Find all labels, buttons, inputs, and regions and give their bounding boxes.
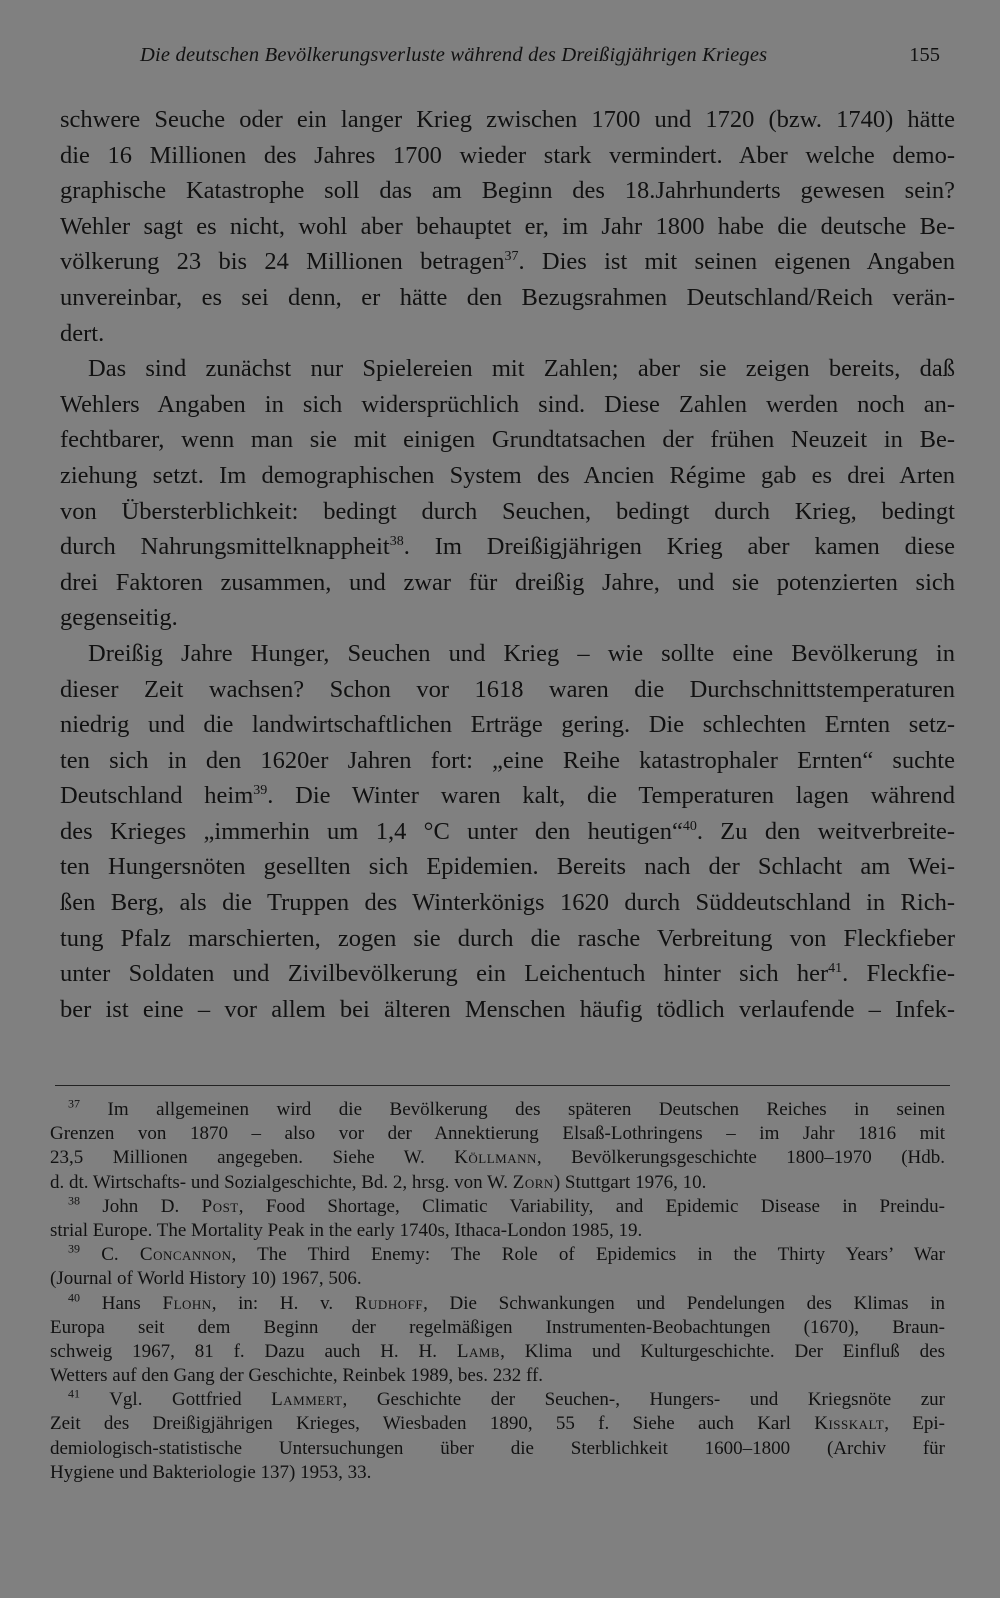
line-text: schwere Seuche oder ein langer Krieg zwischen 1700 und 1720 (bzw. 1740) hätte [60, 106, 955, 133]
text-line [60, 956, 955, 992]
footnote-line [50, 1219, 945, 1243]
author-name: Kisskalt [814, 1413, 885, 1435]
footnote-line [50, 1292, 945, 1316]
text-line [60, 422, 955, 458]
footnote-text: , Die Schwankungen und Pendelungen des Klimas in [423, 1292, 946, 1314]
footnotes [50, 1098, 945, 1485]
line-text: von Übersterblichkeit: bedingt durch Seuchen, bedingt durch Krieg, bedingt [60, 497, 955, 525]
line-text-after: . Zu den weitverbreite- [696, 817, 955, 845]
footnote-text: ) Stuttgart 1976, 10. [553, 1171, 707, 1193]
footnote-line [50, 1195, 945, 1219]
text-line [60, 743, 955, 779]
running-header [140, 40, 940, 80]
footnote-text: schweig 1967, 81 f. Dazu auch H. H. [50, 1340, 457, 1362]
author-name: Rudhoff [354, 1292, 424, 1314]
footnote-separator [55, 1085, 950, 1086]
footnote-text: demiologisch-statistische Untersuchungen über die Sterblichkeit 1600–1800 (Archiv für [50, 1437, 945, 1459]
footnote-text: strial Europe. The Mortality Peak in the early 1740s, Ithaca-London 1985, 19. [50, 1219, 643, 1241]
footnote-ref: 39 [253, 783, 268, 799]
text-line [60, 138, 955, 174]
line-text: ten Hungersnöten gesellten sich Epidemien. Bereits nach der Schlacht am Wei- [60, 853, 955, 881]
line-text-after: . Im Dreißigjährigen Krieg aber kamen diese [403, 533, 955, 561]
footnote-text: , in: H. v. [211, 1292, 355, 1314]
line-text: Wehlers Angaben in sich widersprüchlich sind. Diese Zahlen werden noch an- [60, 390, 955, 418]
footnote-line [50, 1171, 945, 1195]
footnote-line [50, 1243, 945, 1267]
footnote-ref: 40 [682, 818, 697, 834]
text-line [60, 244, 955, 280]
author-name: Lammert [271, 1389, 343, 1411]
line-text: ber ist eine – vor allem bei älteren Menschen häufig tödlich verlaufende – Infek- [60, 995, 955, 1023]
footnote-text: (Journal of World History 10) 1967, 506. [50, 1268, 362, 1290]
footnote-number: 37 [68, 1096, 80, 1111]
text-line [60, 778, 955, 814]
footnote-line [50, 1388, 945, 1412]
footnote-text: Grenzen von 1870 – also vor der Annektierung Elsaß-Lothringens – im Jahr 1816 mit [50, 1123, 945, 1145]
line-text: unter Soldaten und Zivilbevölkerung ein Leichentuch hinter sich her [60, 960, 829, 988]
text-line [60, 209, 955, 245]
footnote-line [50, 1267, 945, 1291]
line-text: graphische Katastrophe soll das am Beginn des 18.Jahrhunderts gewesen sein? [60, 177, 955, 205]
text-line [60, 173, 955, 209]
text-line [60, 387, 955, 423]
line-text: unvereinbar, es sei denn, er hätte den Bezugsrahmen Deutschland/Reich verän- [60, 283, 955, 311]
footnote-text: Im allgemeinen wird die Bevölkerung des späteren Deutschen Reiches in seinen [80, 1099, 945, 1120]
text-line [60, 565, 955, 601]
footnote-text: d. dt. Wirtschafts- und Sozialgeschichte, Bd. 2, hrsg. von W. [50, 1171, 513, 1193]
footnote-line [50, 1340, 945, 1364]
footnote-text: , The Third Enemy: The Role of Epidemics in the Thirty Years’ War [231, 1244, 945, 1266]
author-name: Lamb [456, 1340, 501, 1362]
footnote-line [50, 1098, 945, 1122]
footnote-number: 38 [68, 1193, 80, 1208]
footnote-number: 41 [68, 1386, 80, 1401]
line-text: Deutschland heim [60, 782, 254, 810]
text-line [60, 636, 955, 672]
footnote-text: Europa seit dem Beginn der regelmäßigen Instrumenten-Beobachtungen (1670), Braun- [50, 1316, 945, 1338]
line-text: die 16 Millionen des Jahres 1700 wieder stark vermindert. Aber welche demo- [60, 141, 955, 169]
text-line [60, 814, 955, 850]
text-line [60, 600, 955, 636]
text-line [60, 316, 955, 352]
footnote-line [50, 1437, 945, 1461]
text-line [60, 529, 955, 565]
line-text: ziehung setzt. Im demographischen System des Ancien Régime gab es drei Arten [60, 461, 955, 489]
line-text: ßen Berg, als die Truppen des Winterkönigs 1620 durch Süddeutschland in Rich- [60, 889, 955, 917]
text-line [60, 102, 955, 138]
footnote-line [50, 1364, 945, 1388]
author-name: Concannon [139, 1244, 232, 1266]
line-text: niedrig und die landwirtschaftlichen Erträge gering. Die schlechten Ernten setz- [60, 711, 955, 739]
footnote-text: Wetters auf den Gang der Geschichte, Reinbek 1989, bes. 232 ff. [50, 1365, 544, 1387]
footnote-text: Hans [80, 1292, 163, 1314]
text-line [60, 707, 955, 743]
running-title: Die deutschen Bevölkerungsverluste während des Dreißigjährigen Krieges [140, 44, 768, 66]
line-text-after: . Die Winter waren kalt, die Temperaturen lagen während [267, 782, 955, 810]
footnote-line [50, 1122, 945, 1146]
footnote-text: Hygiene und Bakteriologie 137) 1953, 33. [50, 1461, 372, 1483]
text-line [60, 351, 955, 387]
footnote-text: , Bevölkerungsgeschichte 1800–1970 (Hdb. [536, 1147, 945, 1169]
footnote-text: C. [80, 1244, 140, 1266]
text-line [60, 849, 955, 885]
author-name: Köllmann [454, 1147, 537, 1169]
text-line [60, 672, 955, 708]
footnote-text: 23,5 Millionen angegeben. Siehe W. [50, 1147, 455, 1169]
footnote-text: , Food Shortage, Climatic Variability, and Epidemic Disease in Preindu- [238, 1195, 945, 1217]
footnote-ref: 37 [504, 249, 519, 265]
text-line [60, 494, 955, 530]
line-text-after: . Fleckfie- [842, 960, 955, 988]
line-text-after: . Dies ist mit seinen eigenen Angaben [518, 248, 956, 276]
footnote-line [50, 1316, 945, 1340]
line-text: ten sich in den 1620er Jahren fort: „eine Reihe katastrophaler Ernten“ suchte [60, 746, 955, 774]
line-text: völkerung 23 bis 24 Millionen betragen [60, 248, 505, 276]
text-line [60, 885, 955, 921]
line-text: drei Faktoren zusammen, und zwar für dreißig Jahre, und sie potenzierten sich [60, 568, 955, 596]
footnote-text: , Epi- [884, 1413, 945, 1435]
footnote-text: Vgl. Gottfried [80, 1389, 272, 1411]
text-line [60, 458, 955, 494]
text-line [60, 280, 955, 316]
author-name: Zorn [512, 1171, 554, 1193]
footnote-text: , Klima und Kulturgeschichte. Der Einfluß des [500, 1340, 945, 1362]
footnote-line [50, 1146, 945, 1170]
footnote-number: 39 [68, 1241, 80, 1256]
line-text: Das sind zunächst nur Spielereien mit Zahlen; aber sie zeigen bereits, daß [88, 355, 955, 383]
line-text: gegenseitig. [60, 604, 178, 632]
footnote-text: Zeit des Dreißigjährigen Krieges, Wiesbaden 1890, 55 f. Siehe auch Karl [50, 1413, 815, 1435]
line-text: Dreißig Jahre Hunger, Seuchen und Krieg – wie sollte eine Bevölkerung in [88, 639, 955, 667]
author-name: Post [201, 1195, 239, 1217]
footnote-ref: 38 [389, 533, 404, 549]
footnote-line [50, 1461, 945, 1485]
line-text: des Krieges „immerhin um 1,4 °C unter den heutigen“ [60, 817, 683, 845]
author-name: Flohn [162, 1292, 212, 1314]
text-line [60, 921, 955, 957]
footnote-line [50, 1412, 945, 1436]
footnote-number: 40 [68, 1290, 80, 1305]
footnote-ref: 41 [828, 961, 843, 977]
footnote-text: John D. [80, 1195, 202, 1217]
line-text: dieser Zeit wachsen? Schon vor 1618 waren die Durchschnittstemperaturen [60, 675, 955, 703]
body-text [60, 102, 955, 1027]
footnote-text: , Geschichte der Seuchen-, Hungers- und Kriegsnöte zur [342, 1389, 945, 1411]
line-text: dert. [60, 319, 105, 347]
line-text: tung Pfalz marschierten, zogen sie durch die rasche Verbreitung von Fleckfieber [60, 924, 955, 952]
text-line [60, 992, 955, 1028]
line-text: Wehler sagt es nicht, wohl aber behauptet er, im Jahr 1800 habe die deutsche Be- [60, 212, 955, 240]
line-text: fechtbarer, wenn man sie mit einigen Grundtatsachen der frühen Neuzeit in Be- [60, 426, 955, 454]
page-number: 155 [909, 44, 940, 66]
line-text: durch Nahrungsmittelknappheit [60, 533, 390, 561]
